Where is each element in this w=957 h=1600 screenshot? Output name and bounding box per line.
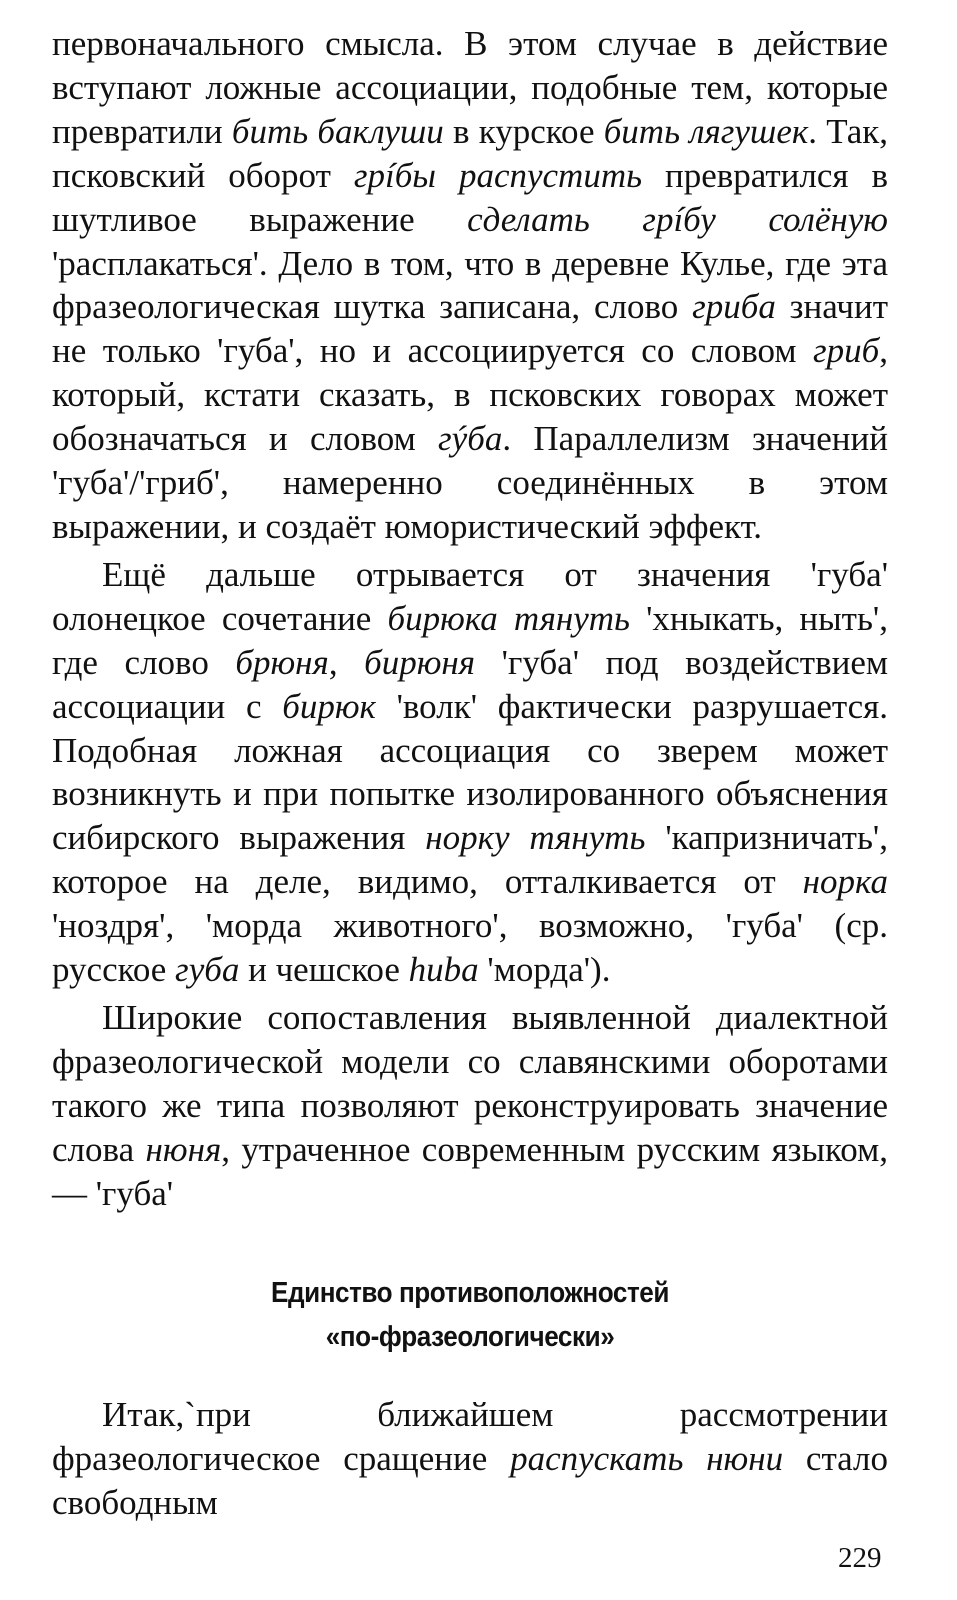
text-run: . Так, псковский оборот [52, 111, 888, 195]
text-run: , утраченное современным русским языком, — 'губа' [52, 1129, 888, 1213]
section-heading-line-2: «по-фразеологически» [325, 1321, 615, 1354]
italic-term: грíбы распустить [353, 155, 643, 195]
italic-term: брюня [235, 642, 329, 682]
italic-term: бирюня [364, 642, 476, 682]
text-run: стало свободным [52, 1439, 888, 1523]
italic-term: бить баклуши [231, 111, 444, 151]
text-run: 'капризничать', которое на деле, видимо, отталкивается от [52, 818, 888, 902]
italic-term: губа [175, 950, 240, 990]
text-run: 'ноздря', 'морда животного', возможно, 'губа' (ср. русское [52, 906, 888, 990]
text-run: значит не только 'губа', но и ассоциируется со словом [52, 287, 888, 371]
text-run: Широкие сопоставления выявленной диалектной фразеологической модели со славянскими оборотами такого же типа позволяют реконструировать значение слова [52, 997, 888, 1169]
italic-term: бирюка тянуть [387, 598, 630, 638]
text-run: 'хныкать, ныть', где слово [52, 598, 888, 682]
text-run: первоначального смысла. В этом случае в действие вступают ложные ассоциации, подобные тем, которые превратили [52, 24, 888, 151]
final-paragraph-container [52, 1393, 888, 1525]
page-number: 229 [838, 1542, 882, 1574]
text-run: , [328, 642, 365, 682]
text-run: Ещё дальше отрывается от значения 'губа' олонецкое сочетание [52, 554, 888, 638]
body-paragraphs [52, 22, 888, 1215]
section-heading-line-1: Единство противоположностей [271, 1277, 669, 1310]
text-run: превратился в шутливое выражение [52, 155, 888, 239]
text-run: в курское [443, 111, 604, 151]
text-run: . Параллелизм значений 'губа'/'гриб', намеренно соединённых в этом выражении, и создаёт юмористический эффект. [52, 419, 888, 546]
text-run: и чешское [239, 950, 409, 990]
italic-term: бить лягушек [603, 111, 809, 151]
paragraph-p1 [52, 22, 888, 549]
text-run: Итак,`при ближайшем рассмотрении фразеологическое сращение [52, 1395, 888, 1479]
italic-term: гýба [438, 419, 503, 459]
italic-term: нюня [145, 1129, 222, 1169]
italic-term: норку тянуть [425, 818, 646, 858]
paragraph-p2 [52, 553, 888, 992]
text-run: 'морда'). [478, 950, 611, 990]
text-run: 'волк' фактически разрушается. Подобная ложная ассоциация со зверем может возникнуть и при попытке изолированного объяснения сибирского выражения [52, 686, 888, 858]
italic-term: норка [802, 862, 888, 902]
section-heading [94, 1271, 846, 1359]
italic-term: сделать грíбу солёную [467, 199, 888, 239]
italic-term: бирюк [282, 686, 376, 726]
paragraph-p3 [52, 996, 888, 1216]
text-run: 'губа' под воздействием ассоциации с [52, 642, 889, 726]
italic-term: huba [408, 950, 479, 990]
text-run: 'расплакаться'. Дело в том, что в деревне Кулье, где эта фразеологическая шутка записана, слово [52, 243, 888, 327]
text-run: , который, кстати сказать, в псковских говорах может обозначаться и словом [52, 331, 888, 459]
page-body [52, 22, 888, 1525]
italic-term: гриб [812, 331, 880, 371]
paragraph-p4 [52, 1393, 888, 1525]
italic-term: распускать нюни [510, 1439, 784, 1479]
italic-term: гриба [692, 287, 776, 327]
